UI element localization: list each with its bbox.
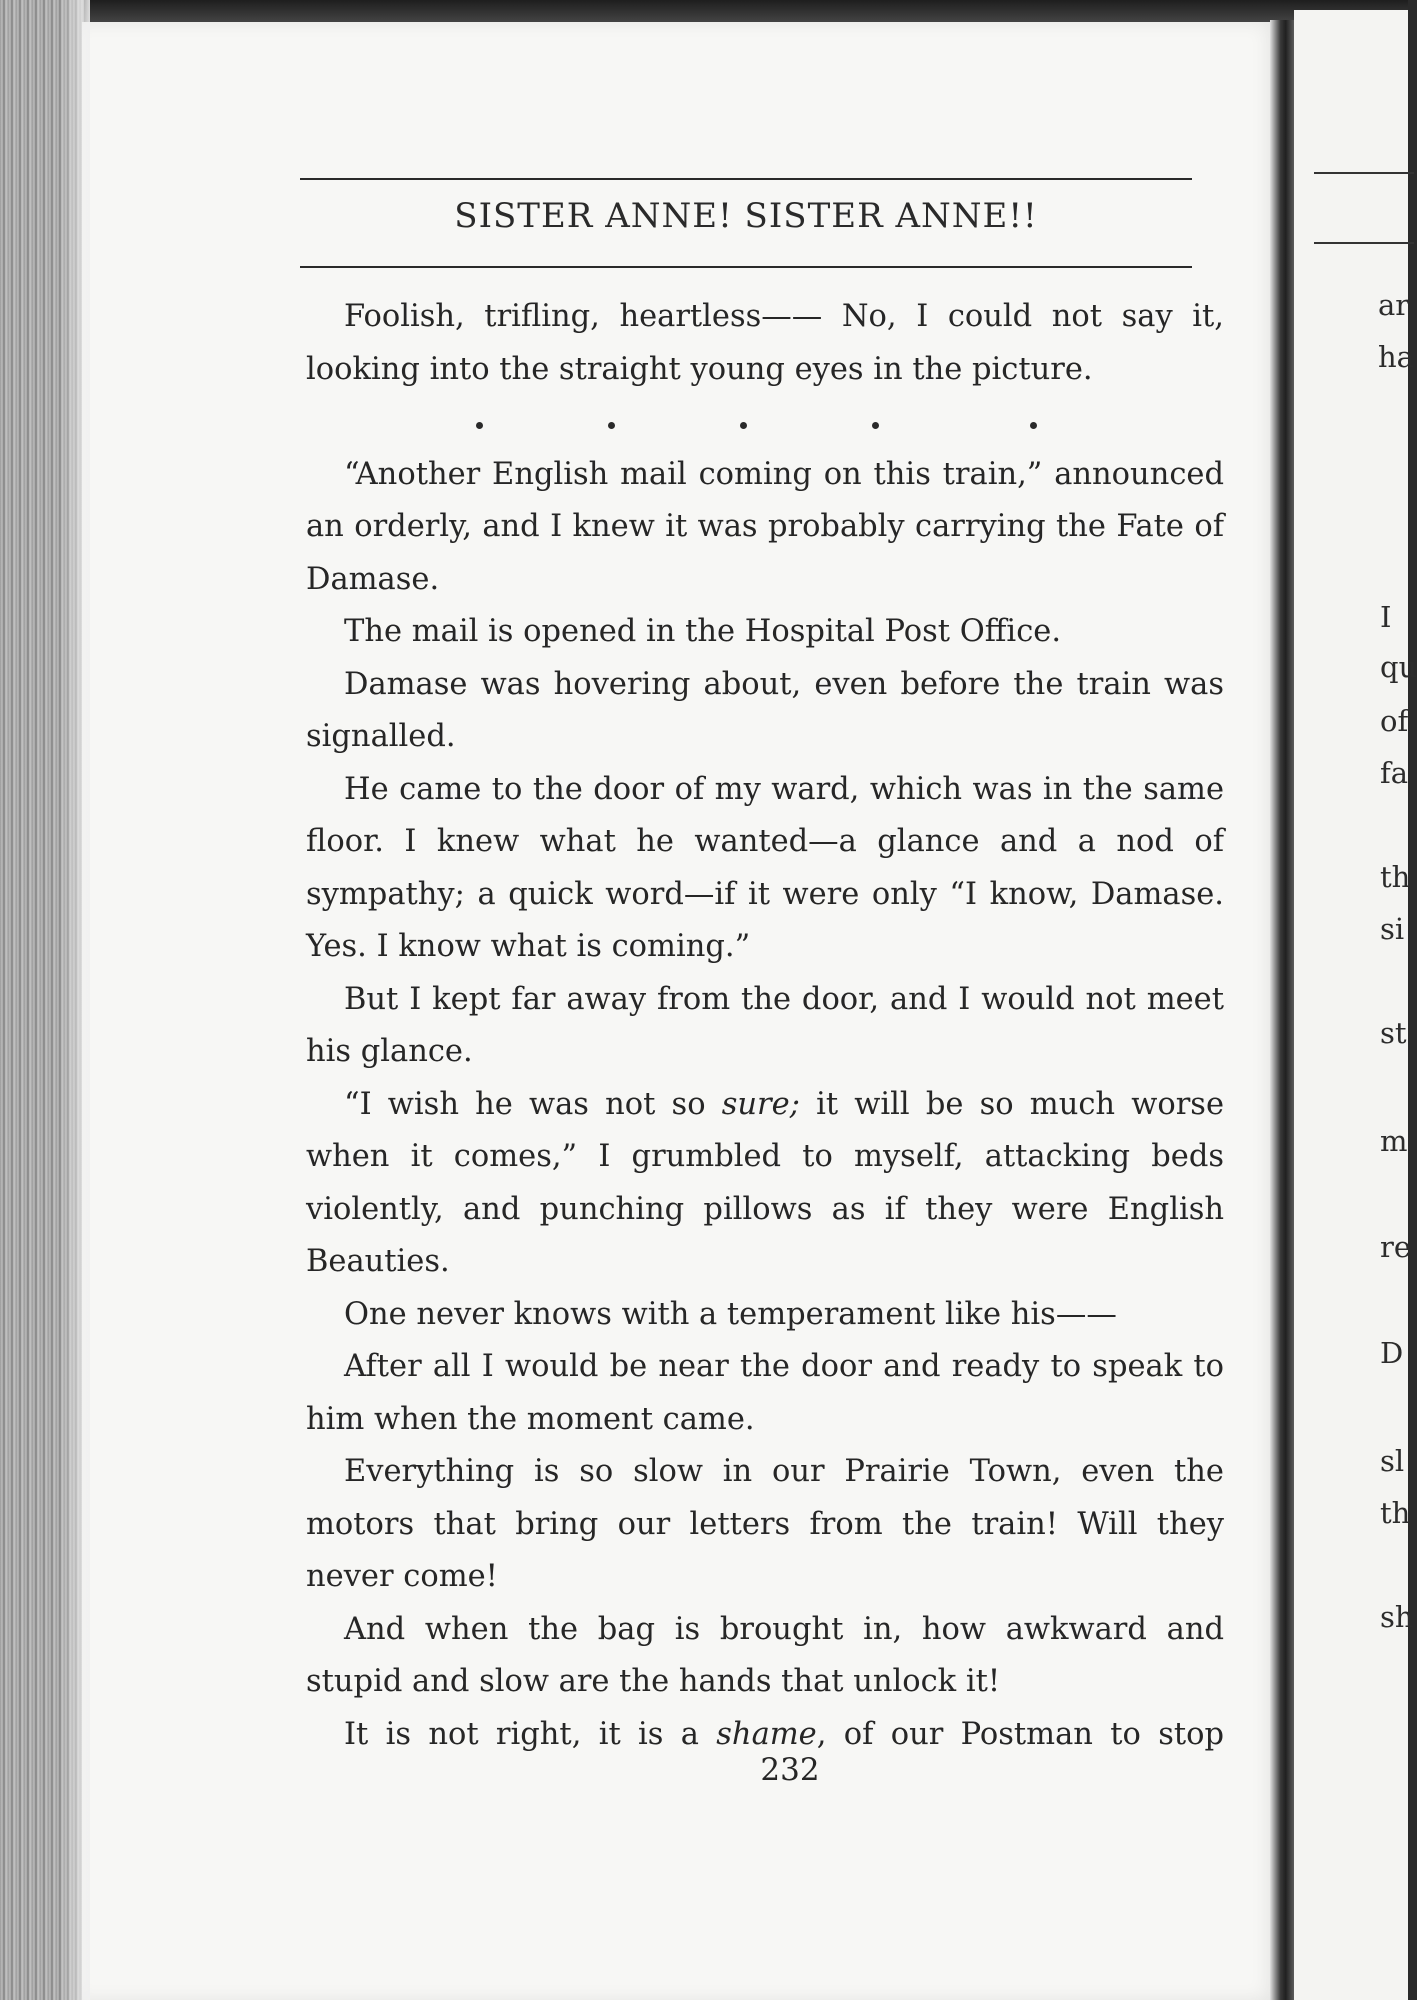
dot xyxy=(872,422,879,429)
facing-fragment: I xyxy=(1380,600,1392,634)
facing-fragment: qu xyxy=(1380,650,1417,684)
facing-fragment: ar xyxy=(1378,288,1410,322)
paragraph: He came to the door of my ward, which was in the same floor. I knew what he wanted—a glance and a nod of sympathy; a quick word—if it were only “I know, Damase. Yes. I know what is coming.” xyxy=(306,771,1224,964)
paragraph: Foolish, trifling, heartless—— No, I could not say it, looking into the straight young eyes in the picture. xyxy=(306,299,1224,387)
emphasis: sure; xyxy=(721,1086,800,1122)
paragraph: Damase was hovering about, even before the train was signalled. xyxy=(306,666,1224,754)
dot xyxy=(1030,422,1037,429)
facing-fragment: th xyxy=(1380,1496,1411,1530)
dot xyxy=(740,422,747,429)
facing-fragment: si xyxy=(1380,912,1405,946)
paragraph: Everything is so slow in our Prairie Town, even the motors that bring our letters from the train! Will they never come! xyxy=(306,1454,1224,1594)
header-rule-top xyxy=(300,178,1192,180)
paragraph-text: it will be so much worse when it comes,” I grumbled to myself, attacking beds violently, and punching pillows as if they were English Beauties. xyxy=(306,1086,1224,1279)
facing-fragment: th xyxy=(1380,860,1411,894)
paragraph: One never knows with a temperament like his—— xyxy=(344,1296,1117,1332)
paragraph: The mail is opened in the Hospital Post Office. xyxy=(344,614,1062,649)
paragraph-text: , of our Postman to stop xyxy=(816,1716,1224,1752)
paragraph xyxy=(306,1079,1224,1289)
paragraph: “Another English mail coming on this train,” announced an orderly, and I knew it was probably carrying the Fate of Damase. xyxy=(306,456,1224,597)
facing-fragment: sl xyxy=(1380,1444,1405,1478)
facing-fragment: st xyxy=(1380,1016,1407,1050)
paragraph: But I kept far away from the door, and I would not meet his glance. xyxy=(306,981,1224,1069)
facing-rule xyxy=(1314,172,1414,174)
header-rule-bottom xyxy=(300,266,1192,268)
page-edge-shade xyxy=(60,0,90,2000)
facing-fragment: of xyxy=(1380,704,1409,738)
section-break xyxy=(306,396,1224,449)
book-gutter xyxy=(1270,20,1296,2000)
body-text xyxy=(306,291,1224,1761)
emphasis: shame xyxy=(716,1716,817,1752)
dot xyxy=(608,422,615,429)
facing-fragment: m xyxy=(1380,1124,1408,1158)
paragraph-text: “I wish he was not so xyxy=(344,1086,722,1122)
facing-fragment: fa xyxy=(1380,756,1409,790)
paragraph-text: It is not right, it is a xyxy=(344,1716,717,1752)
facing-fragment: sh xyxy=(1380,1600,1414,1634)
facing-fragment: D xyxy=(1380,1336,1404,1370)
paragraph: And when the bag is brought in, how awkward and stupid and slow are the hands that unlock it! xyxy=(306,1611,1224,1699)
running-head: SISTER ANNE! SISTER ANNE!! xyxy=(454,196,1038,236)
dot xyxy=(476,422,483,429)
facing-rule xyxy=(1314,242,1414,244)
facing-fragment: ha xyxy=(1378,340,1414,374)
paragraph: After all I would be near the door and ready to speak to him when the moment came. xyxy=(306,1349,1224,1437)
facing-fragment: re xyxy=(1380,1230,1412,1264)
page-number: 232 xyxy=(760,1752,820,1788)
